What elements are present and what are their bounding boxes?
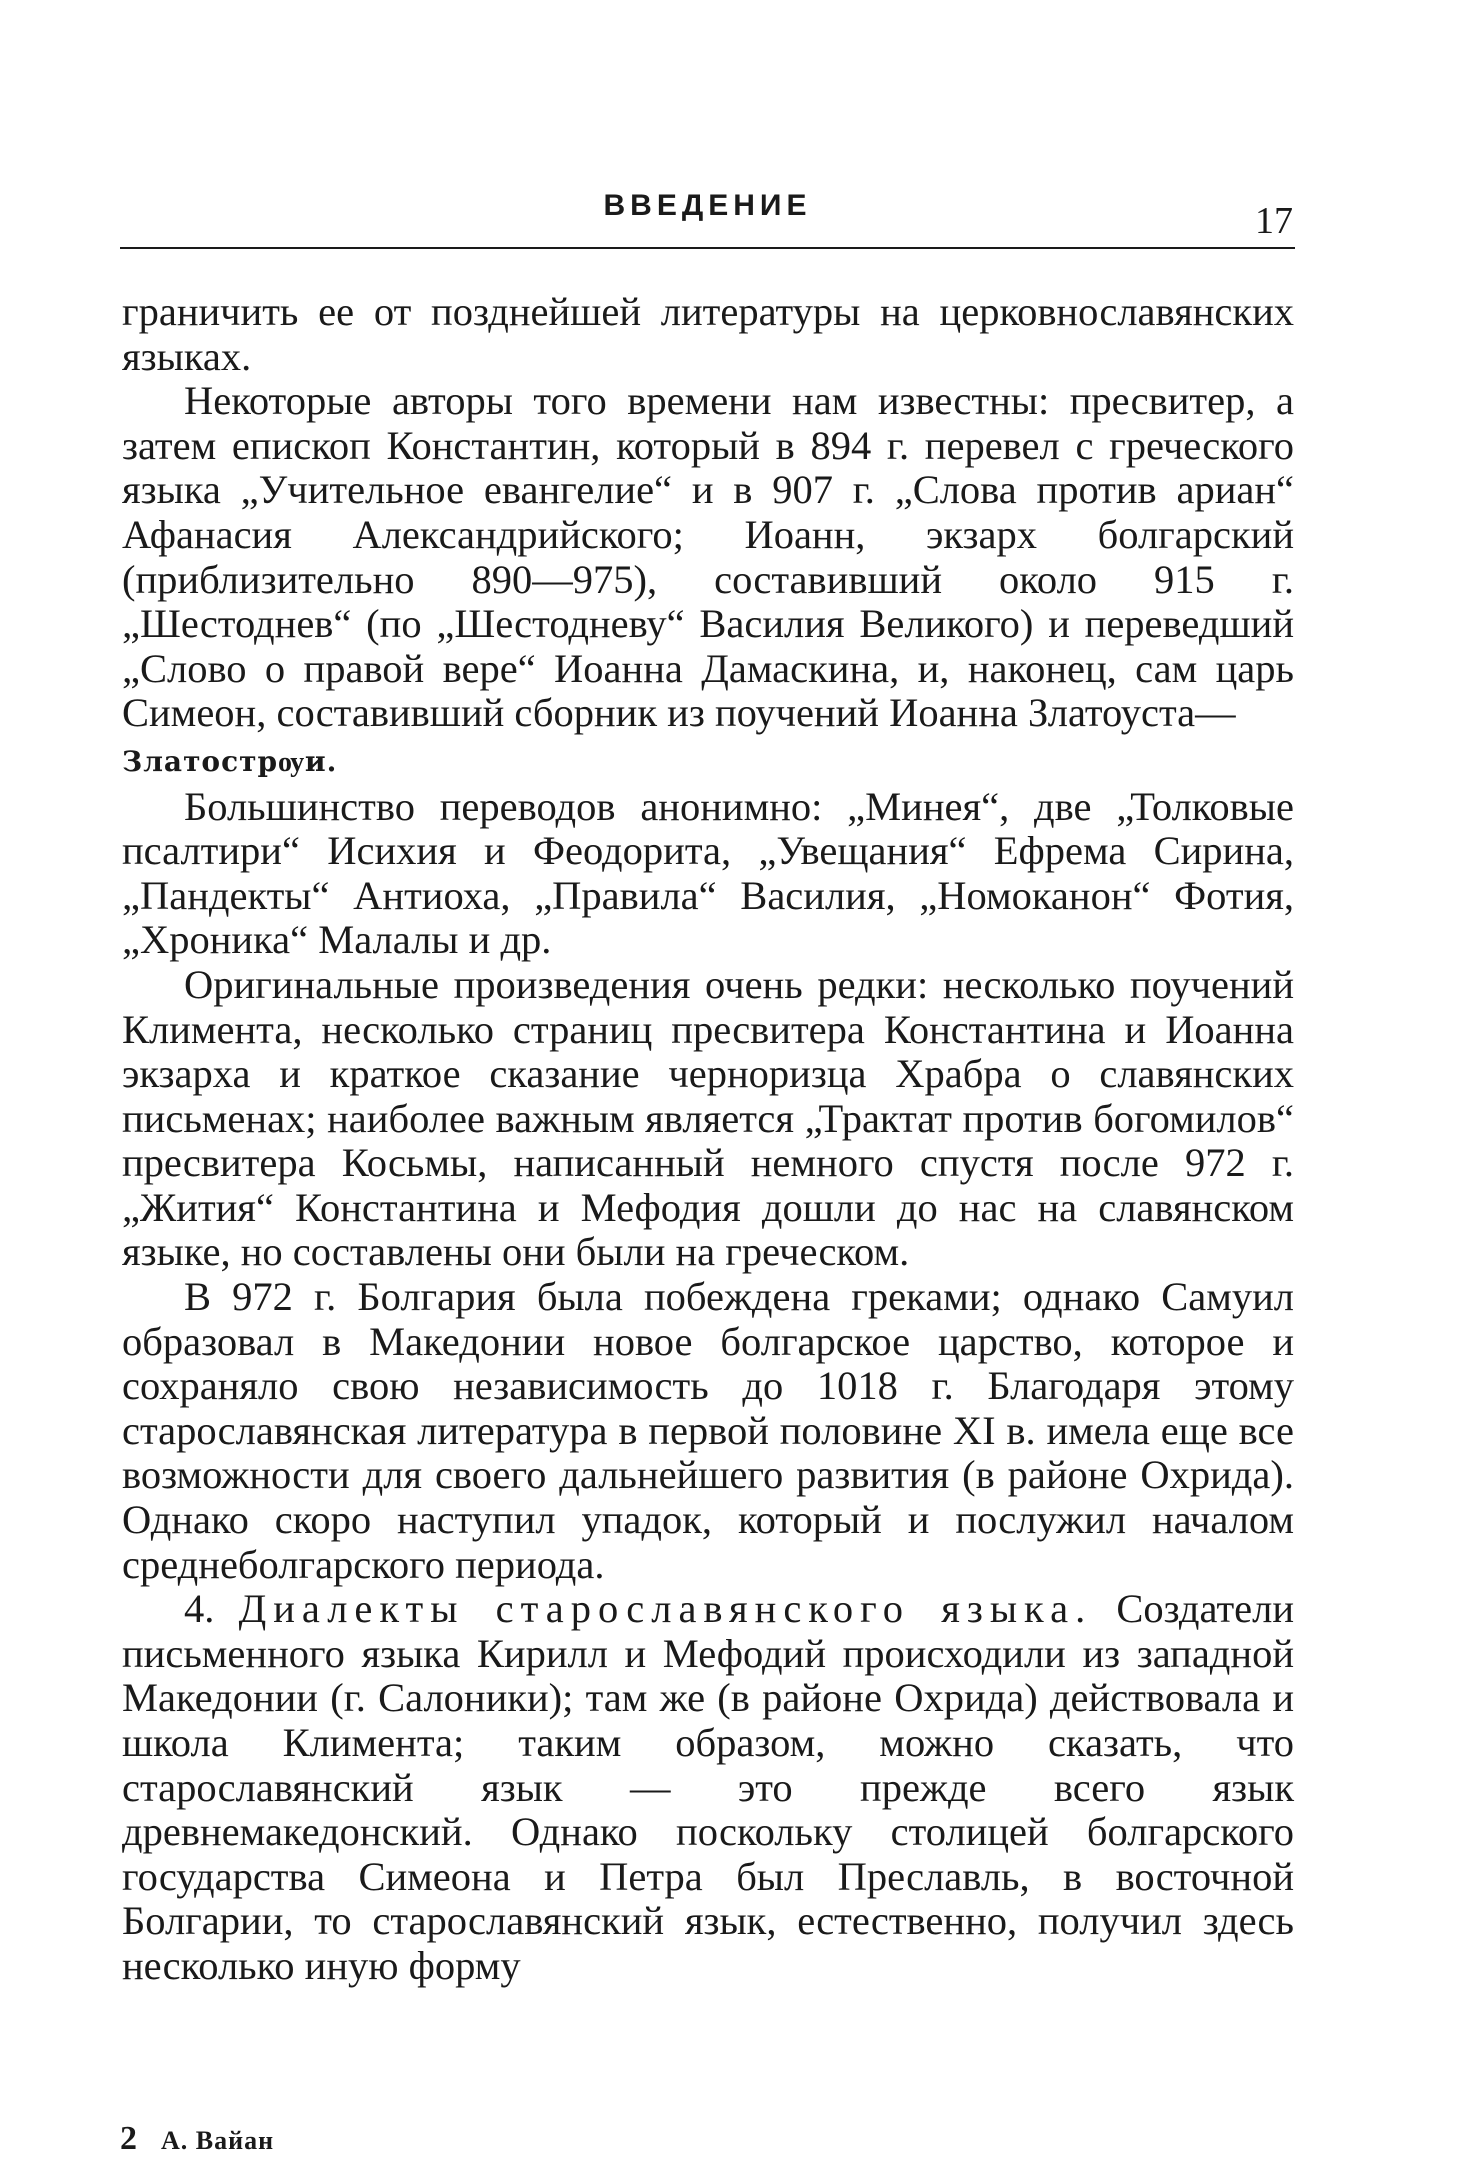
paragraph-authors bbox=[122, 379, 1294, 784]
section-number: 4. bbox=[184, 1586, 215, 1632]
signature-number: 2 bbox=[120, 2120, 137, 2157]
paragraph-text: Большинство переводов анонимно: „Минея“, две „Толковые псалтири“ Исихия и Феодорита, „Увещания“ Ефрема Сирина, „Пандекты“ Антиоха, „Правила“ Василия, „Номоканон“ Фотия, „Хроника“ Малалы и др. bbox=[122, 783, 1294, 963]
header-rule bbox=[120, 247, 1295, 249]
paragraph-continuation bbox=[122, 290, 1294, 379]
running-title: ВВЕДЕНИЕ bbox=[603, 189, 812, 222]
paragraph-text: Оригинальные произведения очень редки: несколько поучений Климента, несколько страниц пресвитера Константина и Иоанна экзарха и краткое сказание черноризца Храбра о славянских письменах; наиболее важным является „Трактат против богомилов“ пресвитера Косьмы, написанный немного спустя после 972 г. „Жития“ Константина и Мефодия дошли до нас на славянском языке, но составлены они были на греческом. bbox=[122, 961, 1294, 1275]
paragraph-text: В 972 г. Болгария была побеждена греками; однако Самуил образовал в Македонии новое болгарское царство, которое и сохраняло свою независимость до 1018 г. Благодаря этому старославянская литература в первой половине XI в. имела еще все возможности для своего дальнейшего развития (в районе Охрида). Однако скоро наступил упадок, который и послужил началом среднеболгарского периода. bbox=[122, 1274, 1294, 1587]
paragraph-original-works bbox=[122, 963, 1294, 1275]
body-text bbox=[122, 290, 1294, 1989]
old-slavonic-title: Златострѹи. bbox=[122, 744, 338, 778]
signature-text: А. Вайан bbox=[161, 2126, 275, 2155]
paragraph-translations bbox=[122, 785, 1294, 963]
paragraph-text: Некоторые авторы того времени нам известны: пресвитер, а затем епископ Константин, который в 894 г. перевел с греческого языка „Учительное евангелие“ и в 907 г. „Слова против ариан“ Афанасия Александрийского; Иоанн, экзарх болгарский (приблизительно 890—975), составивший около 915 г. „Шестоднев“ (по „Шестодневу“ Василия Великого) и переведший „Слово о правой вере“ Иоанна Дамаскина, и, наконец, сам царь Симеон, составивший сборник из поучений Иоанна Златоуста— bbox=[122, 378, 1294, 736]
paragraph-text: граничить ее от позднейшей литературы на церковнославянских языках. bbox=[122, 289, 1294, 379]
page-footer bbox=[120, 2120, 274, 2158]
paragraph-dialects bbox=[122, 1587, 1294, 1988]
section-heading: Диалекты старославянского языка. bbox=[238, 1586, 1093, 1632]
page-number: 17 bbox=[1255, 200, 1293, 242]
paragraph-history bbox=[122, 1275, 1294, 1587]
paragraph-text: Создатели письменного языка Кирилл и Мефодий происходили из западной Македонии (г. Салоники); там же (в районе Охрида) действовала и школа Климента; таким образом, можно сказать, что старославянский язык — это прежде всего язык древнемакедонский. Однако поскольку столицей болгарского государства Симеона и Петра был Преславль, в восточной Болгарии, то старославянский язык, естественно, получил здесь несколько иную форму bbox=[122, 1586, 1295, 1988]
running-head bbox=[120, 185, 1295, 245]
